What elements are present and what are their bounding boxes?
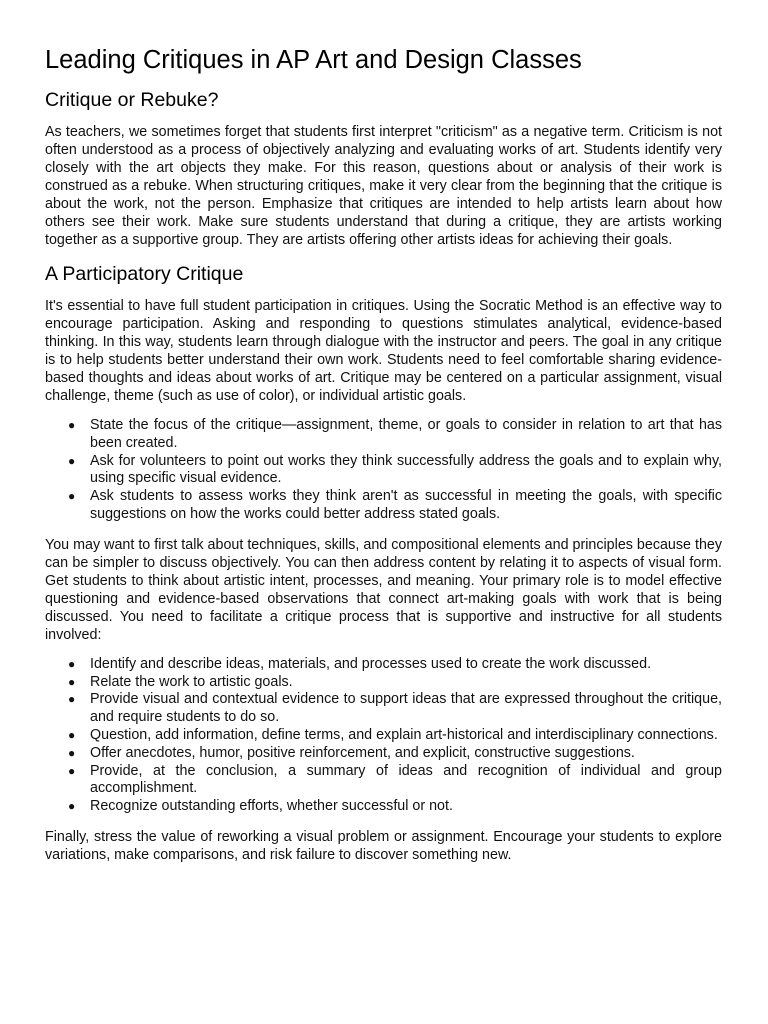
document-page [45,42,722,876]
bullet-icon: ● [68,745,76,760]
list-item: ● Provide visual and contextual evidence to support ideas that are expressed throughout the critique, and require students to do so. [68,691,722,726]
list-item: ● Identify and describe ideas, materials, and processes used to create the work discussed. [68,655,652,672]
bullet-icon: ● [68,727,76,742]
bullet-icon: ● [68,763,76,778]
list-item: ● Offer anecdotes, humor, positive reinforcement, and explicit, constructive suggestions. [68,744,635,761]
bullet-icon: ● [68,692,76,707]
bullet-icon: ● [68,799,76,814]
list-item: ● Provide, at the conclusion, a summary of ideas and recognition of individual and group accomplishment. [68,762,722,797]
section-2-middle-paragraph: You may want to first talk about techniques, skills, and compositional elements and principles because they can be simpler to discuss objectively. You can then address content by relating it to aspects of visual form. Get students to think about artistic intent, processes, and meaning. Your primary role is to model effective questioning and evidence-based observations that connect art-making goals with work that is being discussed. You need to facilitate a critique process that is supportive and instructive for all students involved: [45,536,722,643]
bullet-icon: ● [68,656,76,671]
bullet-icon: ● [68,418,76,432]
list-item: ● Ask for volunteers to point out works they think successfully address the goals and to explain why, using specific visual evidence. [68,452,722,487]
section-heading-critique-or-rebuke: Critique or Rebuke? [45,89,219,111]
list-item: ● Question, add information, define terms, and explain art-historical and interdisciplinary connections. [68,726,718,743]
list-item: ● Ask students to assess works they think aren't as successful in meeting the goals, with specific suggestions on how the works could better address stated goals. [68,488,722,522]
document-title: Leading Critiques in AP Art and Design Classes [45,46,582,74]
closing-paragraph: Finally, stress the value of reworking a visual problem or assignment. Encourage your students to explore variations, make comparisons, and risk failure to discover something new. [45,828,722,863]
bullet-icon: ● [68,489,76,504]
section-heading-participatory-critique: A Participatory Critique [45,263,244,285]
list-item: ● Recognize outstanding efforts, whether successful or not. [68,798,453,815]
bullet-icon: ● [68,453,76,468]
section-1-paragraph: As teachers, we sometimes forget that students first interpret "criticism" as a negative term. Criticism is not often understood as a process of objectively analyzing and evaluating works of art. Students identify very closely with the art objects they make. For this reason, questions about or analysis of their work is construed as a rebuke. When structuring critiques, make it very clear from the beginning that the critique is about the work, not the person. Emphasize that critiques are intended to help artists learn about how others see their work. Make sure students understand that during a critique, they are artists working together as a supportive group. They are artists offering other artists ideas for achieving their goals. [45,124,722,248]
list-item: ● State the focus of the critique—assignment, theme, or goals to consider in relation to art that has been created. [68,417,722,451]
facilitation-list [45,656,722,816]
list-item: ● Relate the work to artistic goals. [68,673,293,690]
bullet-icon: ● [68,674,76,689]
section-2-intro-paragraph: It's essential to have full student participation in critiques. Using the Socratic Method is an effective way to encourage participation. Asking and responding to questions stimulates analytical, evidence-based thinking. In this way, students learn through dialogue with the instructor and peers. The goal in any critique is to help students better understand their own work. Students need to feel comfortable sharing evidence-based thoughts and ideas about works of art. Critique may be centered on a particular assignment, visual challenge, theme (such as use of color), or individual artistic goals. [45,298,722,404]
critique-steps-list [45,417,722,524]
